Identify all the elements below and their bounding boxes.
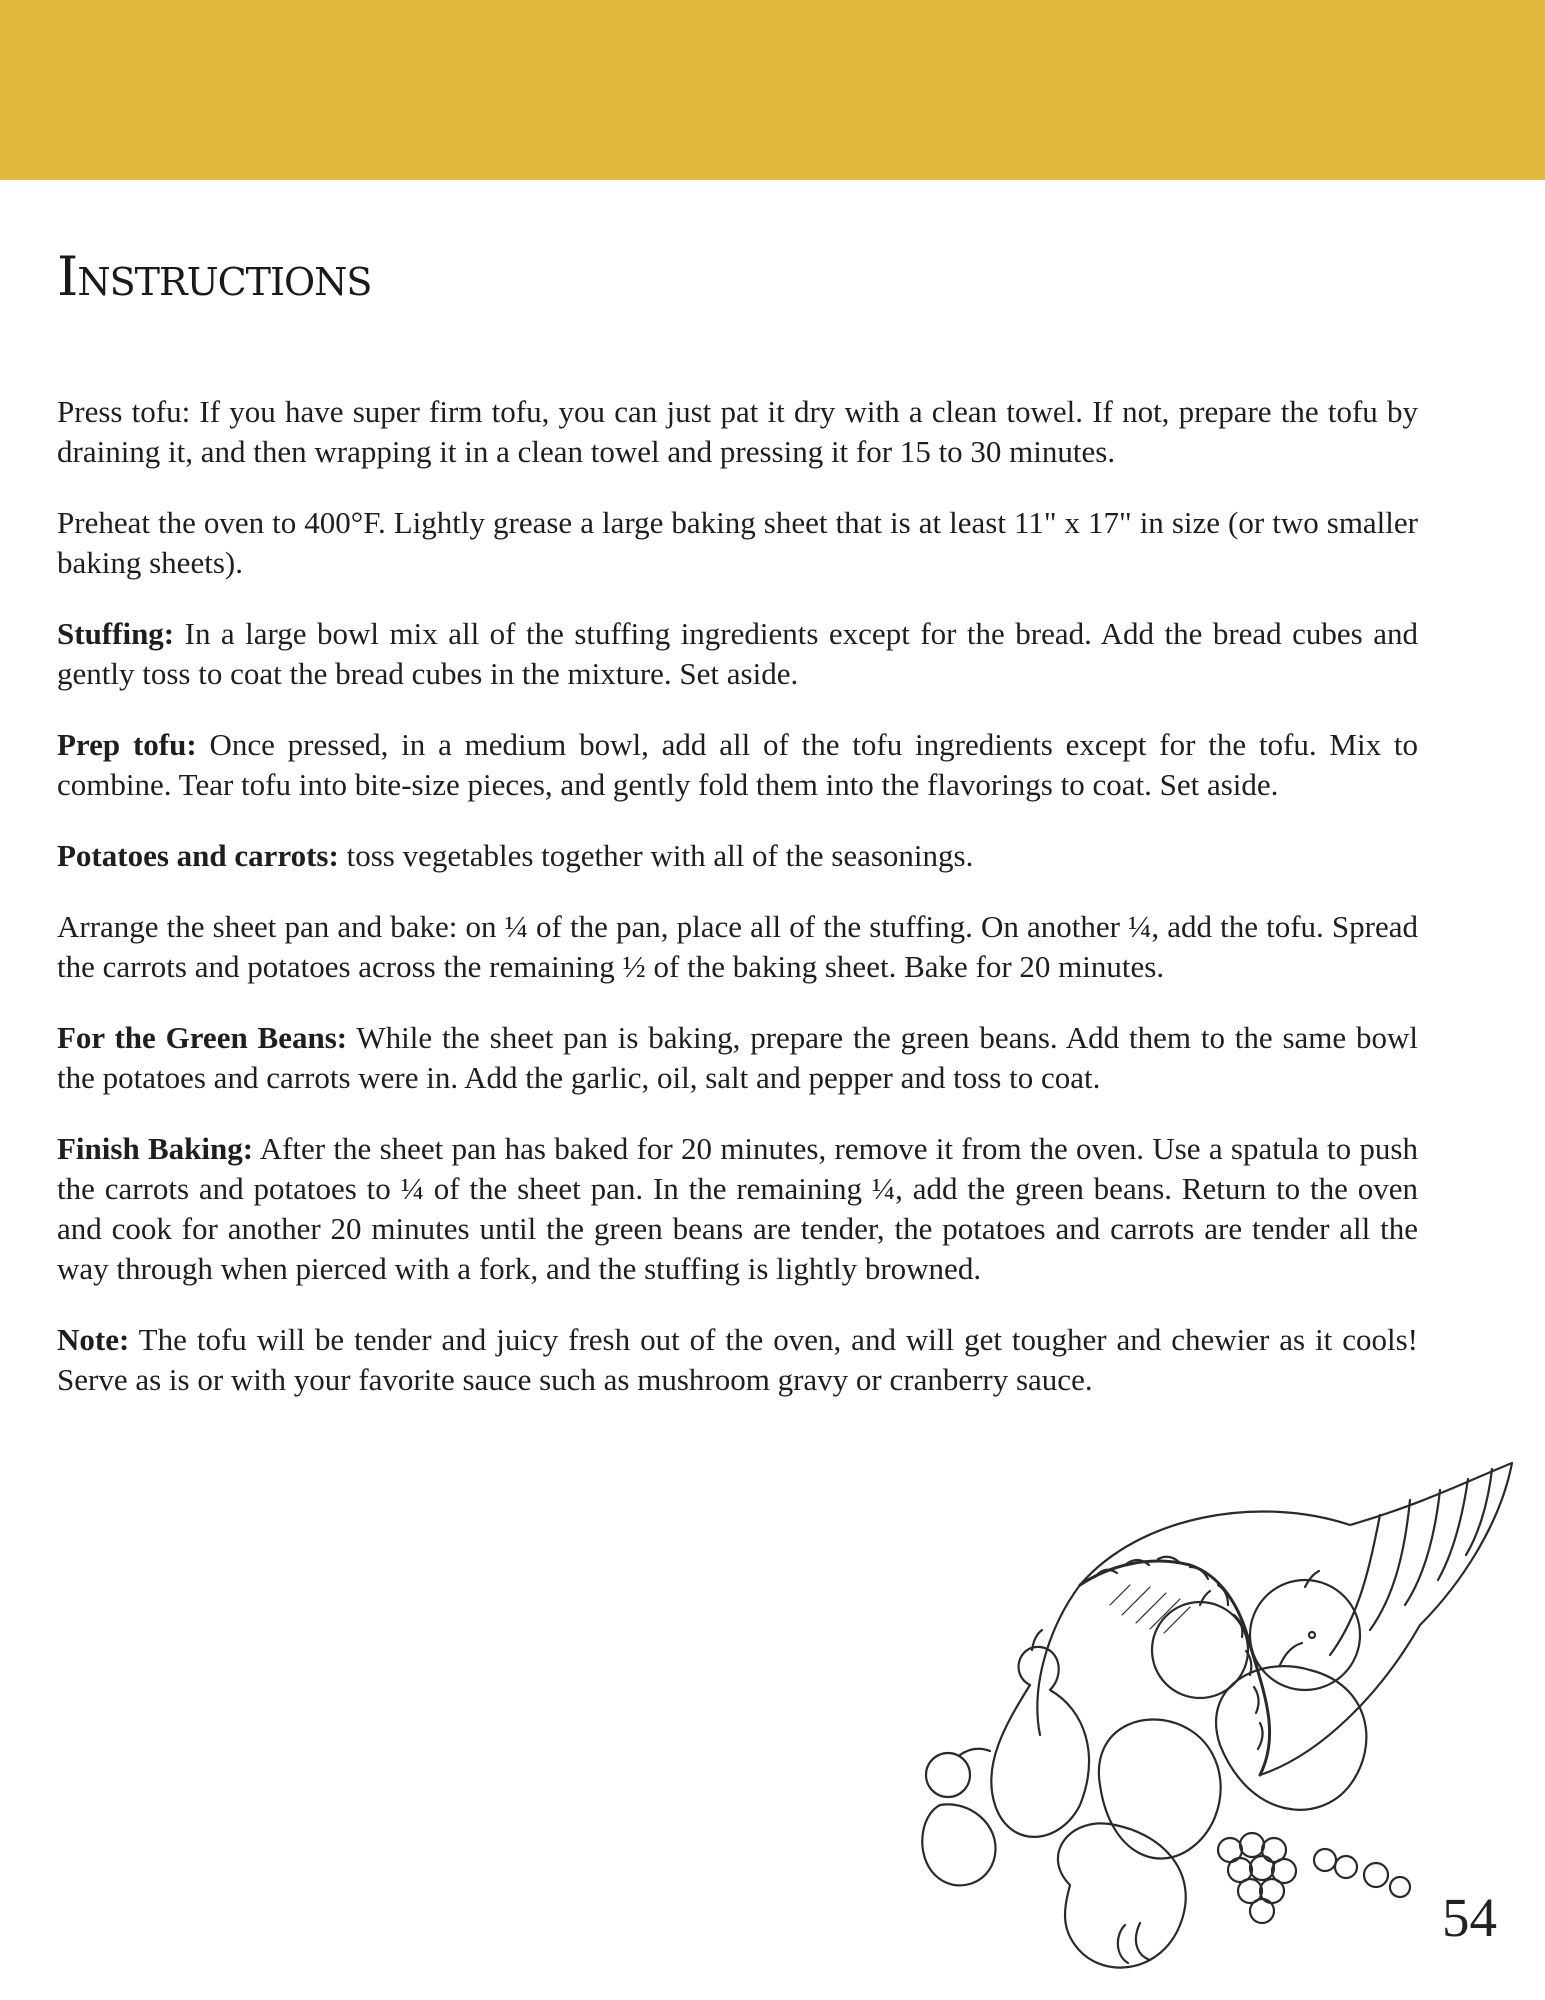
page-number: 54 — [1442, 1887, 1497, 1948]
step-label: Note: — [57, 1322, 130, 1357]
instruction-prep-tofu: Prep tofu: Once pressed, in a medium bowl, add all of the tofu ingredients except for the tofu. Mix to combine. Tear tofu into bite-size pieces, and gently fold them into the flavorings to coat. Set aside. — [57, 727, 1418, 802]
section-title: Instructions — [57, 245, 372, 308]
step-label: For the Green Beans: — [57, 1020, 348, 1055]
header-band — [0, 0, 1545, 180]
instruction-potatoes-carrots: Potatoes and carrots: toss vegetables together with all of the seasonings. — [57, 838, 974, 873]
instructions-list — [57, 392, 1418, 1431]
instruction-stuffing: Stuffing: In a large bowl mix all of the stuffing ingredients except for the bread. Add the bread cubes and gently toss to coat the bread cubes in the mixture. Set aside. — [57, 616, 1418, 691]
instruction-arrange-sheet-pan: Arrange the sheet pan and bake: on ¼ of the pan, place all of the stuffing. On another ¼, add the tofu. Spread the carrots and potatoes across the remaining ½ of the baking sheet. Bake for 20 minutes. — [57, 909, 1418, 984]
instruction-preheat-oven: Preheat the oven to 400°F. Lightly grease a large baking sheet that is at least 11" x 17" in size (or two smaller baking sheets). — [57, 505, 1418, 580]
step-label: Potatoes and carrots: — [57, 838, 339, 873]
instruction-green-beans: For the Green Beans: While the sheet pan is baking, prepare the green beans. Add them to the same bowl the potatoes and carrots were in. Add the garlic, oil, salt and pepper and toss to coat. — [57, 1020, 1419, 1095]
instruction-finish-baking: Finish Baking: After the sheet pan has baked for 20 minutes, remove it from the oven. Use a spatula to push the carrots and potatoes to ¼ of the sheet pan. In the remaining ¼, add the green beans. Return to the oven and cook for another 20 minutes until the green beans are tender, the potatoes and carrots are tender all the way through when pierced with a fork, and the stuffing is lightly browned. — [57, 1131, 1418, 1286]
step-label: Stuffing: — [57, 616, 175, 651]
cornucopia-illustration — [900, 1455, 1530, 1995]
step-label: Prep tofu: — [57, 727, 197, 762]
step-label: Finish Baking: — [57, 1131, 254, 1166]
instruction-note: Note: The tofu will be tender and juicy fresh out of the oven, and will get tougher and chewier as it cools! Serve as is or with your favorite sauce such as mushroom gravy or cranberry sauce. — [57, 1322, 1418, 1397]
instruction-press-tofu: Press tofu: If you have super firm tofu, you can just pat it dry with a clean towel. If not, prepare the tofu by draining it, and then wrapping it in a clean towel and pressing it for 15 to 30 minutes. — [57, 394, 1418, 469]
